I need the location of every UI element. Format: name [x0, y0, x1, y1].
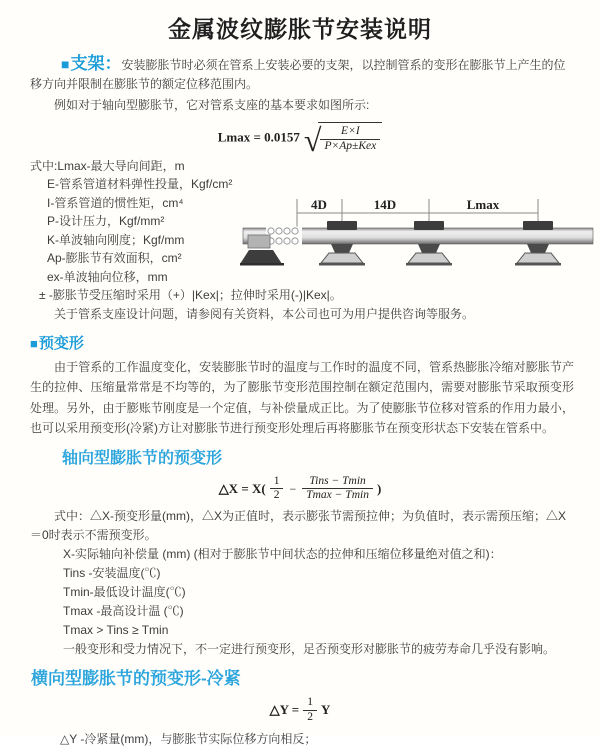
axial-note-text: 一般变形和受力情况下，不一定进行预变形，足否预变形对膨胀节的疲劳寿命几乎没有影响。: [63, 642, 556, 657]
radicand-denominator: P×Ap±Kex: [324, 139, 377, 152]
axial-note-text: Tmax > Tins ≥ Tmin: [63, 623, 169, 638]
definition-item: Ap-膨胀节有效面积，cm²: [47, 251, 182, 266]
axial-note-text: 式中：△X-预变形量(mm)，△X为正值时，表示膨张节需预拉伸；为负值时，表示需预压缩；△X＝0时表示不需预变形。: [30, 509, 566, 543]
page-title: 金属波纹膨胀节安装说明: [168, 16, 432, 42]
support-intro-text: 安装膨胀节时必须在管系上安装必要的支架，以控制管系的变形在膨胀节上产生的位移方向并限制在膨胀节的额定位移范围内。: [30, 58, 566, 91]
axial-note-text: Tmax -最高设计温 (℃): [63, 604, 184, 619]
radicand-numerator: E×I: [320, 125, 380, 140]
formula-lmax: [0, 122, 600, 158]
formula-delta-x: [0, 475, 600, 504]
axial-note-text: X-实际轴向补偿量 (mm) (相对于膨胀节中间状态的拉伸和压缩位移量绝对值之和)：: [63, 547, 502, 562]
lateral-note-text: △Y -冷紧量(mm)，与膨胀节实际位移方向相反；: [60, 731, 317, 746]
formula-dy-rhs: Y: [320, 702, 331, 718]
fraction-temperature-ratio: $\frac{\text{Tins − Tmin}}{Tmax - Tmin}$: [302, 475, 373, 504]
minus-operator: −: [289, 481, 297, 496]
section-heading-support: 支架：: [70, 54, 122, 73]
definition-item: I-管系管道的惯性矩，cm⁴: [47, 195, 184, 210]
dimension-label-lmax: Lmax: [466, 197, 500, 212]
predeform-heading-text: 预变形: [38, 334, 84, 352]
fraction-one-half: $\frac{1}{2}$: [270, 475, 284, 504]
formula-dy-lhs: △Y =: [269, 702, 300, 718]
definition-item: 式中:Lmax-最大导向间距，m: [30, 158, 185, 173]
section-square-icon: ■: [30, 335, 38, 351]
definition-item: ± -膨胀节受压缩时采用（+）|Kex|；拉伸时采用(-)|Kex|。: [39, 288, 342, 303]
predeform-body-text: 由于管系的工作温度变化，安装膨胀节时的温度与工作时的温度不同，管系热膨胀冷缩对膨胀节产生的拉伸、压缩量常常是不均等的，为了膨胀节变形范围控制在额定范围内，需要对膨胀节采取预变形处理。另外，由于膨账节刚度是一个定值，与补偿量成正比。为了使膨胀节位移对管系的作用力最小，也可以采用预变形(冷紧)方让对膨胀节进行预变形处理后再将膨胀节在预变形状态下安装在管系中。: [30, 359, 574, 436]
radicand: [318, 122, 382, 154]
definition-item: P-设计压力，Kgf/mm²: [47, 214, 165, 229]
bellows-icon: [266, 227, 302, 246]
support-diagram: [240, 190, 595, 295]
fraction-one-half: $\frac{1}{2}$: [303, 696, 317, 725]
axial-note-text: Tmin-最低设计温度(℃): [63, 585, 186, 600]
radical-group: [300, 122, 382, 158]
formula-lmax-lhs: Lmax = 0.0157: [217, 129, 300, 145]
support-intro-paragraph: [30, 54, 573, 94]
definition-item: ex-单波轴向位移，mm: [47, 269, 168, 284]
section-heading-predeform: [30, 332, 600, 353]
dimension-label-14d: 14D: [373, 197, 397, 212]
subheading-lateral-predeform: 横向型膨胀节的预变形-冷紧: [31, 669, 241, 689]
support-example-text: 例如对于轴向型膨胀节，它对管系支座的基本要求如图所示:: [54, 98, 370, 112]
formula-dx-lhs: △X = X(: [218, 480, 266, 496]
radical-sign-icon: √: [303, 122, 322, 158]
section-square-icon: ■: [61, 56, 70, 72]
axial-note-text: Tins -安装温度(℃): [63, 566, 161, 581]
dimension-label-4d: 4D: [311, 197, 327, 212]
formula-dx-close: ): [376, 480, 382, 496]
definition-item: E-管系管道材料弹性投量，Kgf/cm²: [47, 177, 233, 192]
formula-delta-y: [0, 696, 600, 725]
support-note-text: 关于管系支座设计问题，请参阅有关资料，本公司也可为用户提供咨询等服务。: [54, 306, 475, 321]
definition-item: K-单波轴向刚度；Kgf/mm: [47, 232, 185, 247]
subheading-axial-predeform: 轴向型膨胀节的预变形: [62, 449, 223, 467]
